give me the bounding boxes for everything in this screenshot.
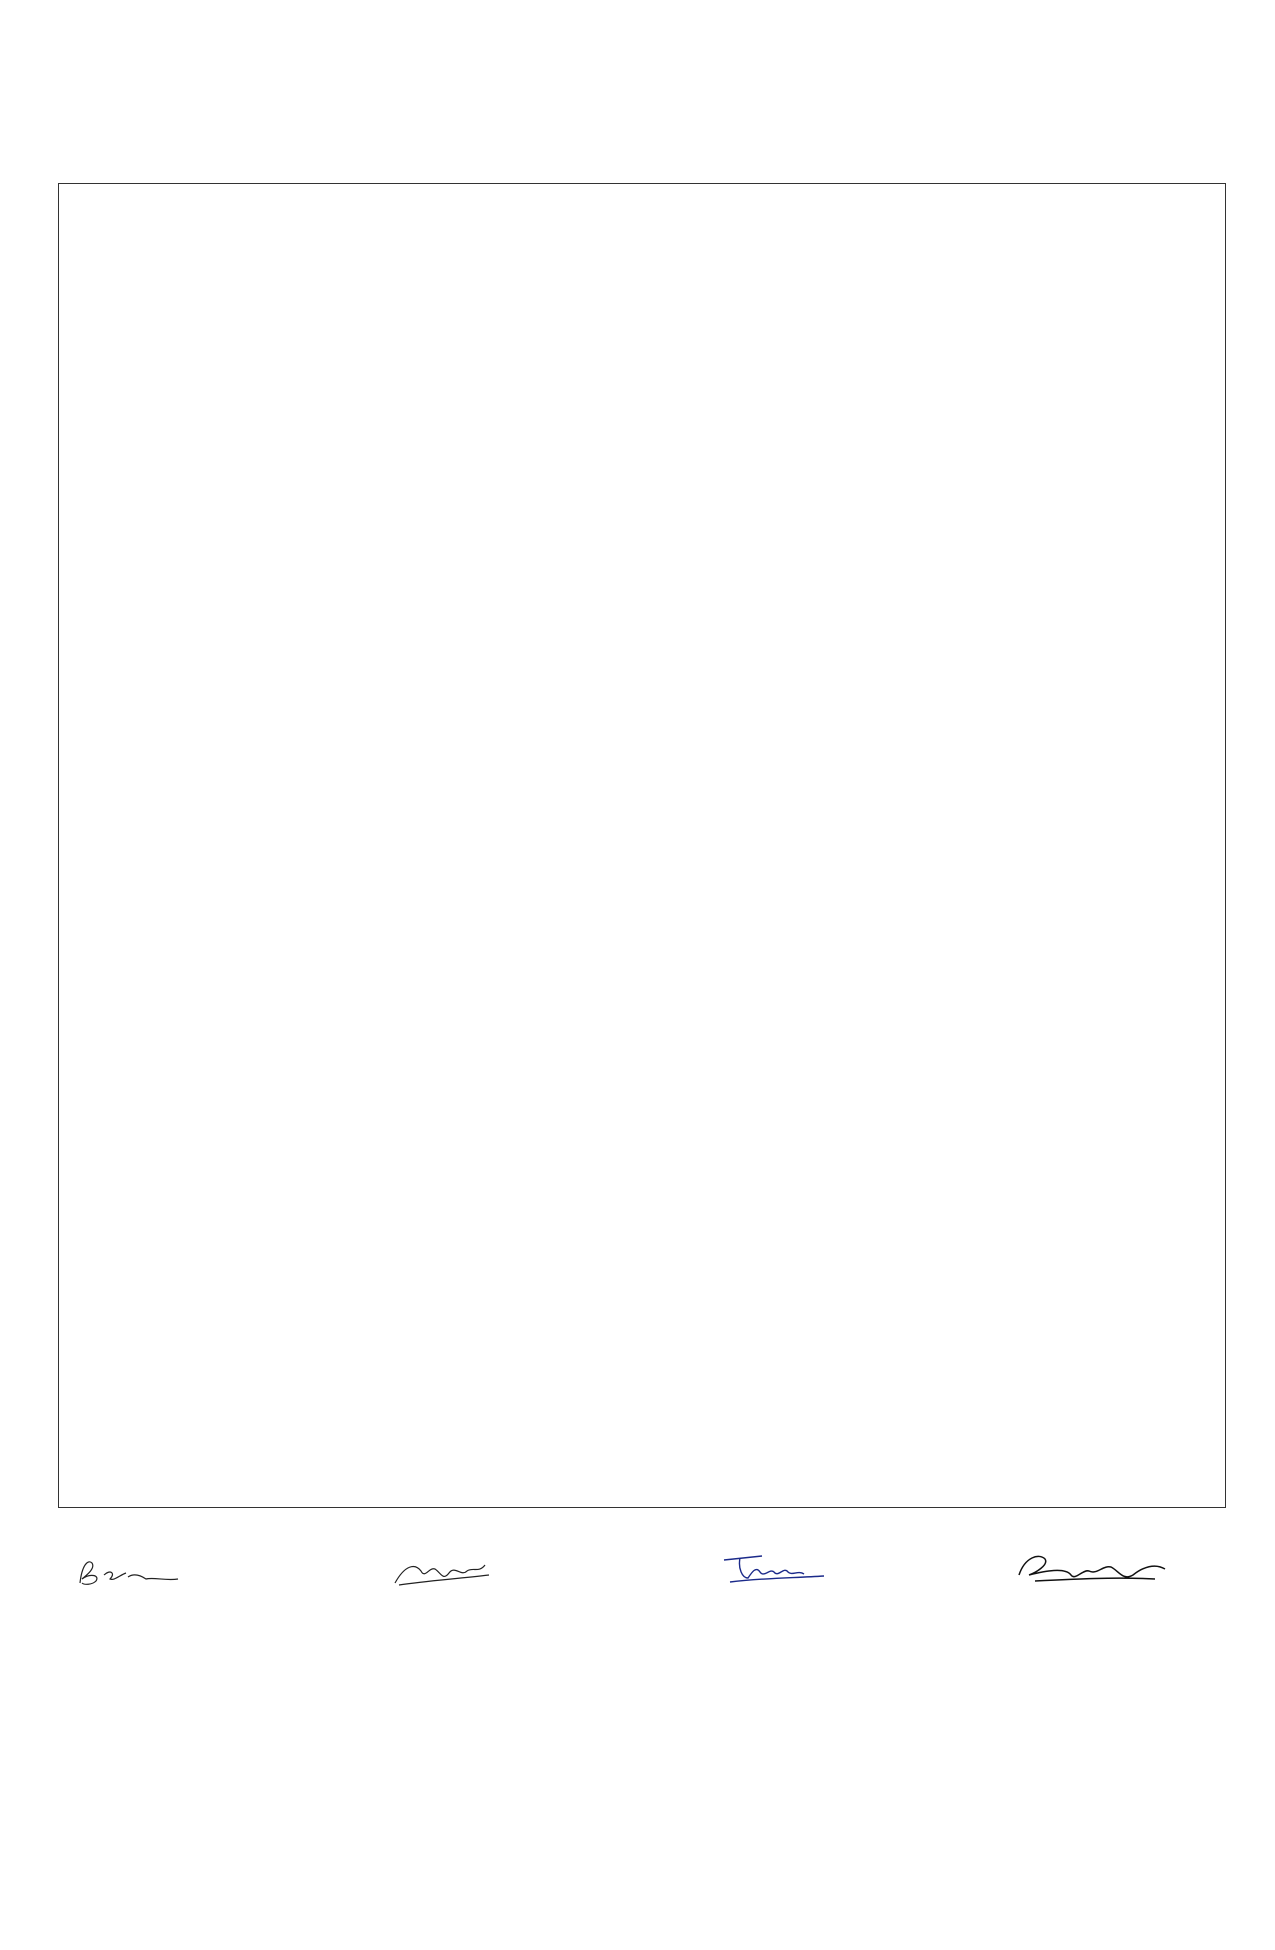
fee-schedule-frame bbox=[58, 183, 1226, 1508]
signature-cabile bbox=[70, 1555, 190, 1591]
signature-nicolas bbox=[712, 1548, 832, 1588]
signature-corpuz bbox=[385, 1555, 495, 1591]
signature-luanzon bbox=[1005, 1545, 1175, 1589]
